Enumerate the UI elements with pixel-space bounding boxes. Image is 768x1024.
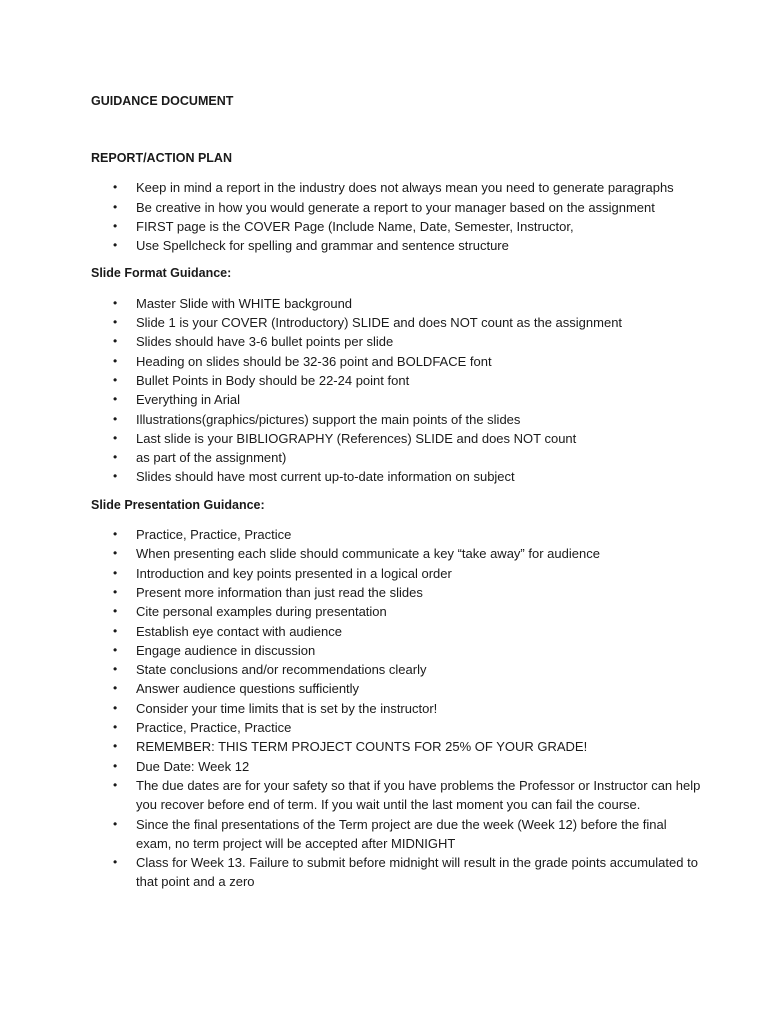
bullet-icon: • <box>113 565 118 580</box>
bullet-icon: • <box>113 372 118 387</box>
list-item: • Heading on slides should be 32-36 point and BOLDFACE font <box>91 352 701 371</box>
list-item: • Class for Week 13. Failure to submit before midnight will result in the grade points accumulated to that point and a zero <box>113 855 698 890</box>
list-item: • Due Date: Week 12 <box>91 757 701 776</box>
bullet-icon: • <box>113 584 118 599</box>
document-content <box>91 92 701 892</box>
list-item: • Engage audience in discussion <box>91 641 701 660</box>
bullet-icon: • <box>113 527 118 542</box>
bullet-icon: • <box>113 720 118 735</box>
document-title: GUIDANCE DOCUMENT <box>91 94 234 108</box>
bullet-icon: • <box>113 642 118 657</box>
bullet-icon: • <box>113 238 118 253</box>
bullet-icon: • <box>113 816 118 831</box>
list-item: • Illustrations(graphics/pictures) support the main points of the slides <box>91 410 701 429</box>
bullet-icon: • <box>113 392 118 407</box>
bullet-icon: • <box>113 604 118 619</box>
list-item: • Since the final presentations of the Term project are due the week (Week 12) before the final exam, no term project will be accepted after MIDNIGHT <box>113 816 667 851</box>
list-item: • Be creative in how you would generate a report to your manager based on the assignment <box>91 198 701 217</box>
list-item: • Bullet Points in Body should be 22-24 point font <box>91 371 701 390</box>
section-heading-slide-presentation-guidance: Slide Presentation Guidance: <box>91 497 265 512</box>
list-item: • Cite personal examples during presentation <box>91 602 701 621</box>
list-item: • Slides should have 3-6 bullet points per slide <box>91 332 701 351</box>
list-item: • Master Slide with WHITE background <box>91 294 701 313</box>
list-item: • Slides should have most current up-to-date information on subject <box>91 467 701 486</box>
section-heading-slide-format-guidance: Slide Format Guidance: <box>91 266 232 281</box>
bullet-icon: • <box>113 334 118 349</box>
bullet-icon: • <box>113 855 118 870</box>
bullet-icon: • <box>113 430 118 445</box>
bullet-icon: • <box>113 450 118 465</box>
bullet-icon: • <box>113 700 118 715</box>
bullet-icon: • <box>113 546 118 561</box>
list-item: • Establish eye contact with audience <box>91 622 701 641</box>
bullet-icon: • <box>113 681 118 696</box>
list-item: • Practice, Practice, Practice <box>91 525 701 544</box>
bullet-list-slide-presentation-guidance <box>91 525 701 892</box>
list-item: • Last slide is your BIBLIOGRAPHY (References) SLIDE and does NOT count <box>91 429 701 448</box>
bullet-icon: • <box>113 180 118 195</box>
list-item: • Everything in Arial <box>91 390 701 409</box>
bullet-icon: • <box>113 469 118 484</box>
list-item: • Answer audience questions sufficiently <box>91 679 701 698</box>
bullet-icon: • <box>113 315 118 330</box>
bullet-icon: • <box>113 411 118 426</box>
bullet-icon: • <box>113 623 118 638</box>
list-item: • Present more information than just read the slides <box>91 583 701 602</box>
list-item: • Keep in mind a report in the industry does not always mean you need to generate paragraphs <box>91 178 701 197</box>
bullet-icon: • <box>113 199 118 214</box>
bullet-icon: • <box>113 758 118 773</box>
bullet-icon: • <box>113 777 118 792</box>
list-item: • State conclusions and/or recommendations clearly <box>91 660 701 679</box>
list-item: • Consider your time limits that is set by the instructor! <box>91 699 701 718</box>
bullet-icon: • <box>113 353 118 368</box>
bullet-list-report-action-plan <box>91 178 701 255</box>
list-item: • FIRST page is the COVER Page (Include Name, Date, Semester, Instructor, <box>91 217 701 236</box>
bullet-icon: • <box>113 218 118 233</box>
list-item: • Practice, Practice, Practice <box>91 718 701 737</box>
list-item: • Slide 1 is your COVER (Introductory) SLIDE and does NOT count as the assignment <box>91 313 701 332</box>
list-item: • When presenting each slide should communicate a key “take away” for audience <box>91 544 701 563</box>
section-heading-report-action-plan: REPORT/ACTION PLAN <box>91 151 232 165</box>
list-item: • REMEMBER: THIS TERM PROJECT COUNTS FOR 25% OF YOUR GRADE! <box>91 737 701 756</box>
list-item: • The due dates are for your safety so that if you have problems the Professor or Instructor can help you recover before end of term. If you wait until the last moment you can fail the course. <box>113 777 701 813</box>
list-item: • as part of the assignment) <box>91 448 701 467</box>
bullet-list-slide-format-guidance <box>91 294 701 487</box>
bullet-icon: • <box>113 662 118 677</box>
bullet-icon: • <box>113 739 118 754</box>
list-item: • Use Spellcheck for spelling and grammar and sentence structure <box>91 236 701 255</box>
bullet-icon: • <box>113 295 118 310</box>
list-item: • Introduction and key points presented in a logical order <box>91 564 701 583</box>
